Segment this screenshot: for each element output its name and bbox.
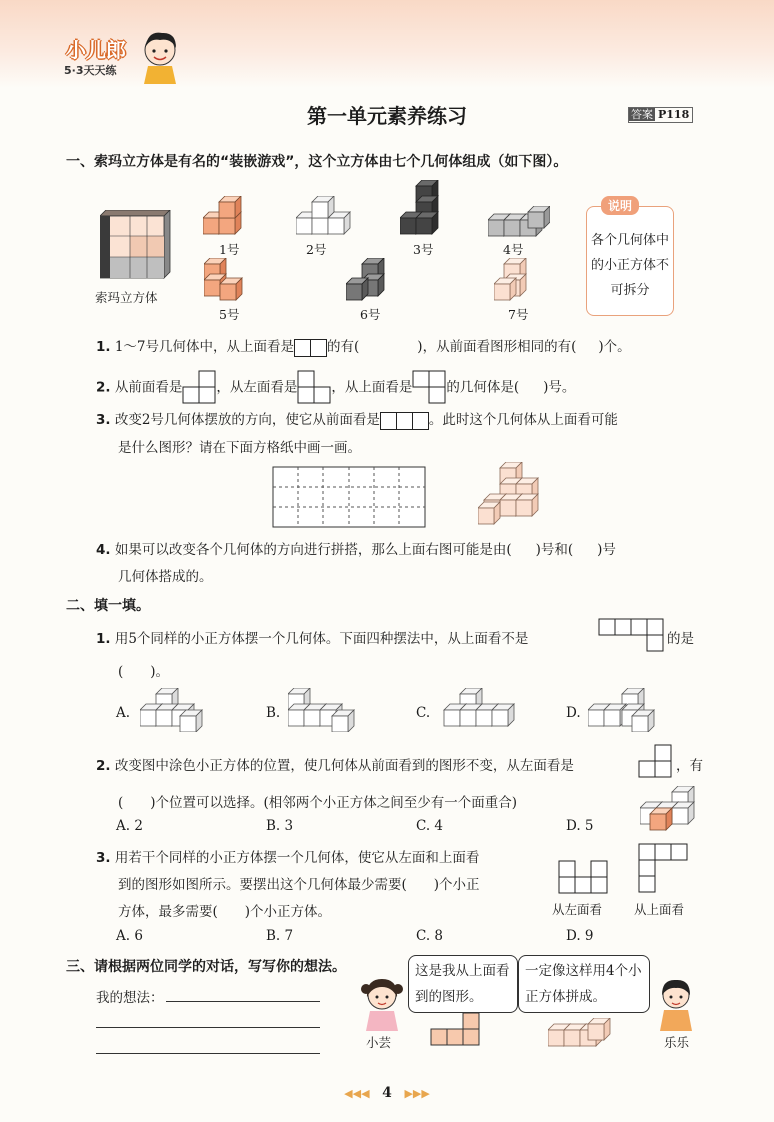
s1-q4-text-c: )号 [597, 542, 616, 558]
piece-2-label: 2号 [306, 242, 327, 257]
s2-q1-option-c-figure[interactable] [438, 688, 518, 732]
mascot-boy-illustration [138, 28, 184, 84]
s2-q3-text-c: 方体，最多需要( )个小正方体。 [118, 904, 332, 920]
page-footer [0, 1085, 774, 1101]
s1-q2-text-a: 从前面看是 [114, 379, 183, 396]
piece-4-figure [488, 206, 550, 238]
shape-top-view [412, 370, 446, 406]
top-view-drawing [430, 1012, 482, 1048]
s1-q1-number: 1. [96, 339, 111, 355]
piece-5-label: 5号 [219, 307, 240, 322]
footer-left-arrows: ◀◀◀ [344, 1087, 370, 1100]
s2-q3-text-b: 到的图形如图所示。要摆出这个几何体最少需要( )个小正 [118, 877, 480, 893]
piece-3-label: 3号 [413, 242, 434, 257]
s2-q2-number: 2. [96, 758, 111, 774]
brand-series: 5·3天天练 [64, 64, 117, 77]
s2-q3-option-d[interactable]: D. 9 [566, 928, 594, 944]
piece-4-label: 4号 [503, 242, 524, 257]
s1-question-1 [96, 335, 631, 357]
section3-heading: 三、请根据两位同学的对话，写写你的想法。 [66, 959, 346, 975]
piece-2-figure [296, 196, 358, 238]
s2-question-3 [96, 846, 479, 866]
s1-q3-text-b: 。此时这个几何体从上面看可能 [428, 412, 618, 428]
s2-q1-number: 1. [96, 631, 111, 647]
s1-question-2 [96, 370, 575, 406]
shape-front-view [182, 370, 216, 406]
girl-xiaoyun-illustration [360, 975, 406, 1031]
s2-q3-option-b[interactable]: B. 7 [266, 928, 294, 944]
s1-q4-number: 4. [96, 542, 111, 558]
name-xiaoyun: 小芸 [366, 1035, 392, 1050]
s2-q1-option-d-label[interactable]: D. [566, 705, 581, 721]
shape-left-view [297, 370, 331, 406]
s2-q1-option-b-label[interactable]: B. [266, 705, 281, 721]
s2-question-2 [96, 754, 574, 774]
s2-q2-figure [640, 786, 700, 832]
s1-q2-number: 2. [96, 379, 111, 396]
soma-cube-label: 索玛立方体 [95, 290, 158, 305]
my-idea-label: 我的想法： [96, 990, 164, 1006]
note-title: 说明 [601, 196, 639, 215]
name-lele: 乐乐 [664, 1035, 690, 1050]
piece-6-figure [346, 258, 392, 302]
boy-lele-illustration [656, 975, 696, 1031]
drawing-grid[interactable] [272, 466, 426, 528]
s2-q1-blank[interactable]: ( )。 [118, 664, 170, 680]
piece-3-figure [400, 180, 446, 238]
s2-q1-option-b-figure[interactable] [288, 688, 358, 732]
soma-cube-figure [100, 210, 172, 282]
s1-q4-text-a: 如果可以改变各个几何体的方向进行拼搭，那么上面右图可能是由( [114, 542, 512, 558]
shape-left-view-q2 [638, 744, 674, 780]
s1-q1-text-d: )个。 [598, 339, 631, 355]
left-view-label: 从左面看 [552, 902, 603, 917]
answer-line-1[interactable] [166, 1000, 320, 1002]
note-text: 各个几何体中的小正方体不可拆分 [590, 233, 669, 298]
piece-1-figure [203, 196, 249, 238]
section2-heading: 二、填一填。 [66, 598, 150, 614]
speech-bubble-2: 一定像这样用4个小正方体拼成。 [518, 955, 650, 1013]
left-view-figure [558, 860, 610, 896]
s1-q3-text-a: 改变2号几何体摆放的方向，使它从前面看是 [114, 412, 380, 428]
section1-heading: 一、索玛立方体是有名的“装嵌游戏”，这个立方体由七个几何体组成（如下图）。 [66, 154, 568, 170]
s1-q2-text-c: ，从上面看是 [331, 379, 413, 396]
s2-q1-option-c-label[interactable]: C. [416, 705, 431, 721]
piece-7-figure [494, 258, 540, 302]
piece-5-figure [204, 258, 250, 302]
s2-q2-text-a: 改变图中涂色小正方体的位置，使几何体从前面看到的图形不变，从左面看是 [114, 758, 574, 774]
brand-logo: 小儿郎 [66, 38, 126, 62]
page-title: 第一单元素养练习 [307, 104, 467, 128]
s2-q1-option-d-figure[interactable] [588, 688, 658, 732]
top-view-figure [638, 843, 690, 897]
s2-q2-text-c: ( )个位置可以选择。(相邻两个小正方体之间至少有一个面重合) [118, 795, 518, 811]
s2-q2-option-a[interactable]: A. 2 [116, 818, 143, 834]
combined-figure [478, 462, 542, 528]
s2-q2-text-b: ，有 [676, 758, 703, 774]
s2-q1-text-b: 的是 [667, 631, 694, 647]
s1-q3-number: 3. [96, 412, 111, 428]
s2-q1-option-a-label[interactable]: A. [116, 705, 131, 721]
four-cube-figure [548, 1018, 612, 1048]
shape-top-view-option [598, 618, 666, 654]
answer-line-3[interactable] [96, 1052, 320, 1054]
piece-6-label: 6号 [360, 307, 381, 322]
s2-q3-option-c[interactable]: C. 8 [416, 928, 444, 944]
answer-page: P118 [658, 108, 690, 121]
s1-q1-text-c: )，从前面看图形相同的有( [417, 339, 577, 355]
shape-three-squares [380, 412, 429, 430]
answer-key-label: 答案 [631, 108, 653, 121]
s2-q3-number: 3. [96, 850, 111, 866]
s1-question-4 [96, 538, 616, 558]
s1-q1-text-b: 的有( [327, 339, 360, 355]
footer-right-arrows: ▶▶▶ [404, 1087, 430, 1100]
piece-1-label: 1号 [219, 242, 240, 257]
s2-q1-text-a: 用5个同样的小正方体摆一个几何体。下面四种摆法中，从上面看不是 [114, 631, 529, 647]
s1-q2-text-b: ，从左面看是 [216, 379, 298, 396]
s2-q1-option-a-figure[interactable] [140, 688, 210, 732]
s2-q2-option-d[interactable]: D. 5 [566, 818, 594, 834]
s1-q3-text-c: 是什么图形？请在下面方格纸中画一画。 [118, 440, 361, 456]
speech-bubble-1: 这是我从上面看到的图形。 [408, 955, 518, 1013]
s2-q2-option-c[interactable]: C. 4 [416, 818, 444, 834]
answer-line-2[interactable] [96, 1026, 320, 1028]
s2-question-1 [96, 627, 528, 647]
top-view-label: 从上面看 [634, 902, 685, 917]
s2-q3-option-a[interactable]: A. 6 [116, 928, 143, 944]
s1-q4-text-b: )号和( [535, 542, 574, 558]
s1-q4-text-d: 几何体搭成的。 [118, 569, 213, 585]
s2-q2-option-b[interactable]: B. 3 [266, 818, 294, 834]
s1-question-3 [96, 408, 618, 430]
page-number: 4 [382, 1085, 392, 1101]
s1-q1-text-a: 1～7号几何体中，从上面看是 [114, 339, 295, 355]
s2-q3-text-a: 用若干个同样的小正方体摆一个几何体，使它从左面和上面看 [114, 850, 480, 866]
answer-key-badge [628, 107, 693, 123]
shape-two-squares [294, 339, 327, 357]
s1-q2-text-e: )号。 [543, 379, 576, 396]
s1-q2-text-d: 的几何体是( [446, 379, 520, 396]
piece-7-label: 7号 [508, 307, 529, 322]
